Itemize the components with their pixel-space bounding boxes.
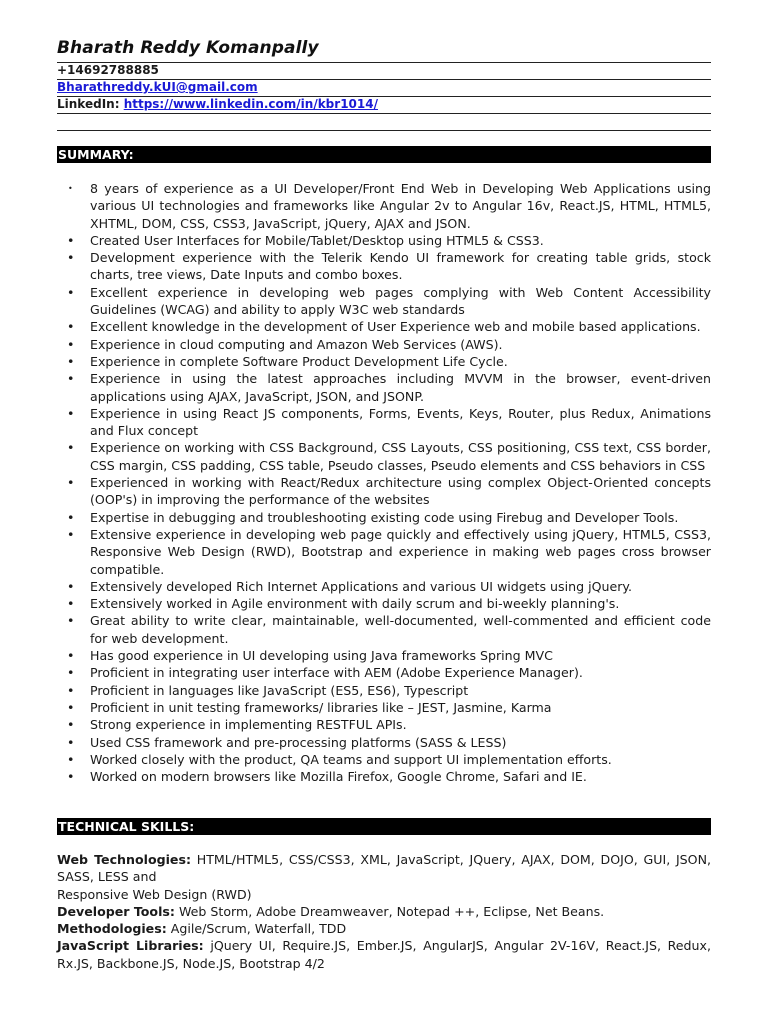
skill-label: Web Technologies: — [57, 852, 191, 867]
bullet-icon: • — [67, 613, 75, 629]
bullet-icon: • — [67, 232, 75, 248]
summary-item-text: Extensively worked in Agile environment with daily scrum and bi-weekly planning's. — [90, 596, 620, 612]
summary-list — [57, 180, 711, 785]
summary-item-text: Proficient in integrating user interface with AEM (Adobe Experience Manager). — [90, 665, 583, 681]
summary-item-text: Strong experience in implementing RESTFUL APIs. — [90, 717, 407, 733]
linkedin-link[interactable]: https://www.linkedin.com/in/kbr1014/ — [123, 97, 378, 111]
summary-item-text: Experience in using React JS components, Forms, Events, Keys, Router, plus Redux, Animations and Flux concept — [90, 405, 711, 439]
summary-item-text: Experience on working with CSS Background, CSS Layouts, CSS positioning, CSS text, CSS border, CSS margin, CSS padding, CSS table, Pseudo classes, Pseudo elements and CSS behaviors in CSS — [90, 440, 711, 473]
skill-label: JavaScript Libraries: — [57, 938, 204, 954]
summary-item-text: Extensively developed Rich Internet Applications and various UI widgets using jQuery. — [90, 578, 633, 594]
summary-item-text: 8 years of experience as a UI Developer/Front End Web in Developing Web Applications using various UI technologies and frameworks like Angular 2v to Angular 16v, React.JS, HTML, HTML5, XHTML, DOM, CSS, CSS3, JavaScript, jQuery, AJAX and JSON. — [90, 181, 711, 231]
bullet-icon: • — [67, 405, 75, 421]
email-row — [57, 80, 711, 95]
bullet-icon: • — [67, 371, 75, 387]
summary-item — [57, 318, 711, 335]
summary-item-text: Experience in cloud computing and Amazon Web Services (AWS). — [90, 336, 503, 352]
skill-label: Developer Tools: — [57, 903, 175, 919]
summary-item — [57, 474, 711, 509]
summary-item — [57, 232, 711, 249]
bullet-icon: • — [67, 526, 75, 542]
summary-item — [57, 370, 711, 405]
candidate-name: Bharath Reddy Komanpally — [57, 38, 319, 58]
summary-item-text: Has good experience in UI developing using Java frameworks Spring MVC — [90, 648, 553, 664]
summary-item-text: Development experience with the Telerik Kendo UI framework for creating table grids, stock charts, tree views, Date Inputs and combo boxes. — [90, 250, 711, 283]
bullet-icon: • — [67, 596, 75, 612]
bullet-icon: • — [67, 699, 75, 715]
summary-item-text: Worked on modern browsers like Mozilla Firefox, Google Chrome, Safari and IE. — [90, 769, 587, 785]
summary-item — [57, 699, 711, 716]
bullet-icon: • — [67, 319, 75, 335]
summary-item-text: Proficient in languages like JavaScript (ES5, ES6), Typescript — [90, 682, 469, 698]
summary-item — [57, 682, 711, 699]
bullet-icon: • — [67, 475, 75, 491]
bullet-icon: • — [67, 440, 75, 456]
summary-item — [57, 716, 711, 733]
summary-item — [57, 751, 711, 768]
bullet-icon: • — [67, 336, 75, 352]
summary-item-text: Created User Interfaces for Mobile/Tablet/Desktop using HTML5 & CSS3. — [90, 232, 544, 248]
divider — [57, 130, 711, 131]
bullet-icon: • — [68, 184, 73, 193]
divider — [57, 113, 711, 114]
summary-item-text: Excellent knowledge in the development of User Experience web and mobile based applications. — [90, 319, 701, 335]
summary-item-text: Proficient in unit testing frameworks/ libraries like – JEST, Jasmine, Karma — [90, 699, 552, 715]
summary-item — [57, 612, 711, 647]
bullet-icon: • — [67, 578, 75, 594]
summary-item — [57, 768, 711, 785]
skill-methodologies — [57, 920, 711, 937]
bullet-icon: • — [67, 353, 75, 369]
summary-item — [57, 734, 711, 751]
skill-value: Agile/Scrum, Waterfall, TDD — [170, 921, 347, 937]
linkedin-label: LinkedIn: — [57, 97, 120, 111]
bullet-icon: • — [67, 717, 75, 733]
summary-item — [57, 526, 711, 578]
summary-item — [57, 405, 711, 440]
bullet-icon: • — [67, 751, 75, 767]
summary-item — [57, 180, 711, 232]
summary-item — [57, 336, 711, 353]
summary-item-text: Excellent experience in developing web pages complying with Web Content Accessibility Guidelines (WCAG) and ability to apply W3C web standards — [90, 284, 711, 318]
bullet-icon: • — [67, 769, 75, 785]
summary-item-text: Experience in using the latest approaches including MVVM in the browser, event-driven applications using AJAX, JavaScript, JSON, and JSONP. — [90, 371, 711, 404]
skill-value: Web Storm, Adobe Dreamweaver, Notepad ++, Eclipse, Net Beans. — [178, 903, 605, 919]
bullet-icon: • — [67, 682, 75, 698]
bullet-icon: • — [67, 648, 75, 664]
summary-item — [57, 578, 711, 595]
summary-item — [57, 353, 711, 370]
skill-web-technologies-continued: Responsive Web Design (RWD) — [57, 886, 252, 902]
bullet-icon: • — [67, 734, 75, 750]
bullet-icon: • — [67, 250, 75, 266]
summary-item-text: Worked closely with the product, QA teams and support UI implementation efforts. — [90, 751, 612, 767]
bullet-icon: • — [67, 284, 75, 300]
bullet-icon: • — [67, 509, 75, 525]
technical-skills-heading: TECHNICAL SKILLS: — [57, 818, 711, 835]
summary-item-text: Expertise in debugging and troubleshooting existing code using Firebug and Developer Tools. — [90, 509, 679, 525]
summary-item-text: Used CSS framework and pre-processing platforms (SASS & LESS) — [90, 734, 507, 750]
summary-item — [57, 509, 711, 526]
summary-item — [57, 249, 711, 284]
summary-item — [57, 439, 711, 474]
summary-item — [57, 284, 711, 319]
technical-skills — [57, 851, 711, 972]
skill-developer-tools — [57, 903, 711, 920]
linkedin-row — [57, 97, 711, 112]
summary-item-text: Extensive experience in developing web page quickly and effectively using jQuery, HTML5, CSS3, Responsive Web Design (RWD), Bootstrap and experience in making web pages cross browser compatible. — [90, 526, 711, 577]
skill-label: Methodologies: — [57, 921, 167, 937]
phone-number: +14692788885 — [57, 63, 159, 77]
summary-heading: SUMMARY: — [57, 146, 711, 163]
summary-item-text: Experienced in working with React/Redux architecture using complex Object-Oriented concepts (OOP's) in improving the performance of the websites — [90, 475, 711, 508]
summary-item-text: Experience in complete Software Product Development Life Cycle. — [90, 353, 508, 369]
email-link[interactable]: Bharathreddy.kUI@gmail.com — [57, 80, 258, 94]
skill-javascript-libraries — [57, 937, 711, 972]
skill-web-technologies — [57, 851, 711, 886]
summary-item — [57, 664, 711, 681]
bullet-icon: • — [67, 665, 75, 681]
summary-item-text: Great ability to write clear, maintainable, well-documented, well-commented and efficient code for web development. — [90, 613, 711, 646]
skill-value: jQuery UI, Require.JS, Ember.JS, AngularJS, Angular 2V-16V, React.JS, Redux, Rx.JS, Backbone.JS, Node.JS, Bootstrap 4/2 — [57, 938, 711, 971]
summary-item — [57, 647, 711, 664]
summary-item — [57, 595, 711, 612]
skill-value: HTML/HTML5, CSS/CSS3, XML, JavaScript, JQuery, AJAX, DOM, DOJO, GUI, JSON, SASS, LESS and — [57, 852, 711, 885]
